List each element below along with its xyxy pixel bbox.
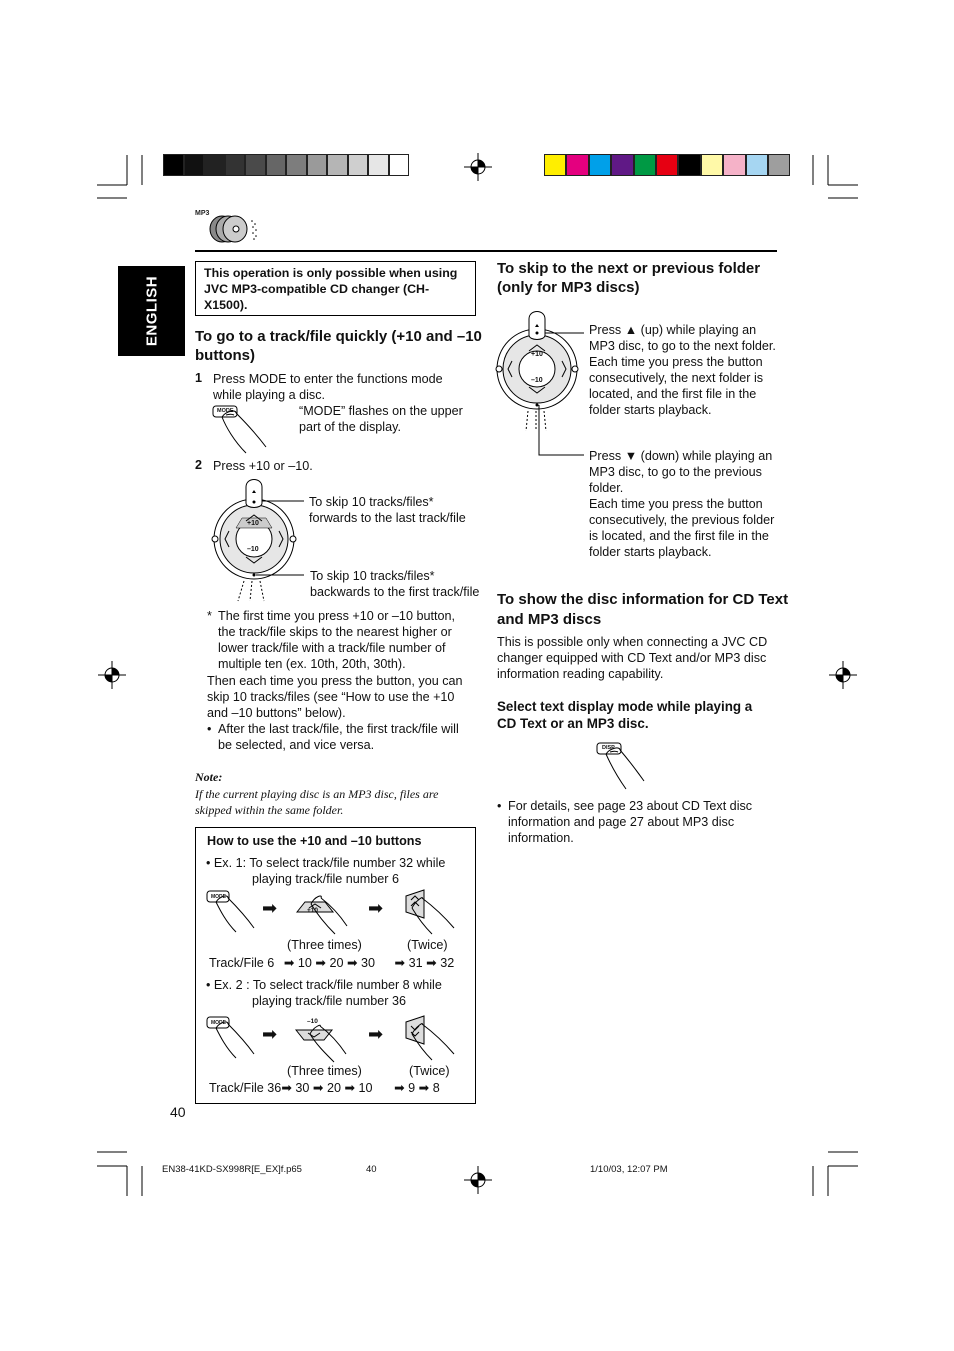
step1-line1: Press MODE to enter the functions mode	[213, 372, 443, 386]
ex2-seq-arrow: ➡	[344, 1081, 356, 1095]
select-mode-line2: CD Text or an MP3 disc.	[497, 716, 649, 731]
calibration-swatch	[348, 154, 369, 176]
ex2-down-press-icon	[402, 1014, 460, 1062]
howto-ex2-line2: playing track/file number 36	[252, 994, 407, 1008]
ex2-seq-b: 30	[295, 1081, 310, 1095]
down-text-line1: Press ▼ (down) while playing an	[589, 449, 773, 463]
calibration-swatch	[589, 154, 611, 176]
calibration-swatch	[678, 154, 700, 176]
after-line1: After the last track/file, the first track/file will	[218, 722, 459, 736]
ex1-seq-arrow: ➡	[315, 956, 326, 970]
after-line2: be selected, and vice versa.	[218, 738, 375, 752]
header-rule	[195, 250, 777, 252]
notice-text: This operation is only possible when using JVC MP3-compatible CD changer (CH-X1500).	[204, 266, 458, 312]
details-line3: information.	[508, 831, 574, 845]
details-line2: information and page 27 about MP3 disc	[508, 815, 735, 829]
ex1-twice: (Twice)	[407, 938, 448, 952]
registration-mark-left	[98, 661, 126, 689]
ex2-seq-arrow: ➡	[394, 1081, 405, 1095]
step2-number: 2	[195, 458, 203, 472]
english-tab-label: ENGLISH	[143, 275, 160, 347]
folder-pad-plus10-label: +10	[531, 351, 543, 358]
up-text-line3: Each time you press the button	[589, 355, 763, 369]
ex1-seq-c: 20	[329, 956, 344, 970]
footer-file-name: EN38-41KD-SX998R[E_EX]f.p65	[162, 1164, 302, 1175]
footer-timestamp: 1/10/03, 12:07 PM	[590, 1164, 668, 1175]
plus10-label: +10	[247, 520, 259, 527]
ex2-seq-c: 20	[326, 1081, 341, 1095]
after-bullet: •	[207, 722, 212, 736]
then-line1: Then each time you press the button, you can	[207, 674, 463, 688]
then-line2: skip 10 tracks/files (see “How to use the +10	[207, 690, 455, 704]
ex2-three-times: (Three times)	[287, 1064, 362, 1078]
ex2-seq-arrow: ➡	[418, 1081, 430, 1095]
folder-pad-minus10-label: –10	[531, 377, 543, 384]
calibration-swatch	[163, 154, 184, 176]
select-mode-line1: Select text display mode while playing a	[497, 699, 753, 714]
section3-title-line2: and MP3 discs	[497, 611, 602, 628]
ex2-sequence	[209, 1080, 440, 1096]
note-line1: If the current playing disc is an MP3 disc, files are	[195, 787, 439, 801]
mp3-icon-label: MP3	[195, 210, 210, 217]
ex1-plus10-label: +10	[307, 907, 319, 914]
calibration-swatch	[286, 154, 307, 176]
registration-mark-bottom	[464, 1166, 492, 1194]
callout-backward-line2: backwards to the first track/file	[310, 585, 480, 599]
down-text-line7: folder starts playback.	[589, 545, 712, 559]
calibration-swatch	[656, 154, 678, 176]
section1-title-line1: To go to a track/file quickly (+10 and –10	[195, 328, 482, 345]
page-number: 40	[170, 1104, 186, 1120]
calibration-swatch	[768, 154, 790, 176]
notice-box	[195, 261, 476, 316]
minus10-label: –10	[247, 546, 259, 553]
callout-forward-line2: forwards to the last track/file	[309, 511, 466, 525]
calibration-swatch	[701, 154, 723, 176]
ex1-seq-arrow: ➡	[283, 956, 295, 970]
calibration-swatch	[245, 154, 266, 176]
details-line1: For details, see page 23 about CD Text disc	[508, 799, 753, 813]
calibration-swatch	[611, 154, 633, 176]
ex1-seq-f: 32	[440, 956, 455, 970]
control-pad-plus-minus-10	[208, 473, 308, 603]
ex1-seq-arrow: ➡	[346, 956, 358, 970]
callout-backward-line1: To skip 10 tracks/files*	[310, 569, 435, 583]
step1-number: 1	[195, 371, 203, 385]
down-text-line5: consecutively, the previous folder	[589, 513, 775, 527]
ex2-seq-d: 10	[358, 1081, 373, 1095]
calibration-swatch	[723, 154, 745, 176]
down-text-line6: is located, and the first file in the	[589, 529, 769, 543]
ex1-up-press-icon	[402, 888, 460, 936]
down-text-line3: folder.	[589, 481, 624, 495]
footer-file-page: 40	[366, 1164, 377, 1175]
step1-note-line1: “MODE” flashes on the upper	[299, 404, 463, 418]
section3-title-line1: To show the disc information for CD Text	[497, 591, 789, 608]
calibration-swatch	[225, 154, 246, 176]
ex2-minus10-label: –10	[307, 1018, 318, 1025]
color-calibration-bar	[544, 154, 790, 176]
howto-ex1-line2: playing track/file number 6	[252, 872, 399, 886]
grayscale-calibration-bar	[163, 154, 409, 176]
section1-title-line2: buttons)	[195, 347, 255, 364]
section2-title-line2: (only for MP3 discs)	[497, 279, 640, 296]
calibration-swatch	[634, 154, 656, 176]
calibration-swatch	[266, 154, 287, 176]
ex2-arrow-2: ➡	[368, 1024, 384, 1044]
ex1-seq-arrow: ➡	[394, 956, 406, 970]
ex1-arrow-1: ➡	[262, 898, 278, 918]
ex2-seq-arrow: ➡	[281, 1081, 292, 1095]
ex2-seq-arrow: ➡	[312, 1081, 324, 1095]
calibration-swatch	[389, 154, 410, 176]
calibration-swatch	[184, 154, 205, 176]
ex1-mode-label: MODE	[211, 894, 226, 900]
section3-line3: information reading capability.	[497, 667, 664, 681]
up-text-line5: located, and the first file in the	[589, 387, 757, 401]
howto-title: How to use the +10 and –10 buttons	[207, 834, 422, 848]
calibration-swatch	[307, 154, 328, 176]
ex1-sequence	[209, 955, 454, 971]
ex1-seq-a: Track/File 6	[209, 956, 275, 970]
ex2-seq-f: 8	[432, 1081, 440, 1095]
down-text-line2: MP3 disc, to go to the previous	[589, 465, 762, 479]
ex2-minus10-press-icon	[294, 1016, 358, 1062]
details-bullet: •	[497, 799, 502, 813]
mode-key-label: MODE	[217, 408, 234, 414]
step1-note-line2: part of the display.	[299, 420, 401, 434]
footnote-mark: *	[207, 609, 212, 623]
ex2-twice: (Twice)	[409, 1064, 450, 1078]
then-line3: and –10 buttons” below).	[207, 706, 346, 720]
footnote-line4: multiple ten (ex. 10th, 20th, 30th).	[218, 657, 406, 671]
step1-line2: while playing a disc.	[213, 388, 326, 402]
registration-mark-top	[464, 153, 492, 181]
up-text-line2: MP3 disc, to go to the next folder.	[589, 339, 776, 353]
ex2-arrow-1: ➡	[262, 1024, 278, 1044]
calibration-swatch	[368, 154, 389, 176]
calibration-swatch	[204, 154, 225, 176]
up-text-line6: folder starts playback.	[589, 403, 712, 417]
disp-key-label: DISP	[602, 745, 615, 751]
section3-line1: This is possible only when connecting a JVC CD	[497, 635, 768, 649]
calibration-swatch	[746, 154, 768, 176]
howto-ex1-line1: • Ex. 1: To select track/file number 32 while	[206, 856, 446, 870]
footnote-line1: The first time you press +10 or –10 button,	[218, 609, 455, 623]
ex1-seq-b: 10	[297, 956, 312, 970]
ex2-seq-e: 9	[408, 1081, 416, 1095]
up-text-line4: consecutively, the next folder is	[589, 371, 764, 385]
up-text-line1: Press ▲ (up) while playing an	[589, 323, 757, 337]
howto-ex2-line1: • Ex. 2 : To select track/file number 8 while	[206, 978, 442, 992]
note-line2: skipped within the same folder.	[195, 803, 344, 817]
callout-forward-line1: To skip 10 tracks/files*	[309, 495, 434, 509]
ex1-plus10-press-icon	[295, 892, 359, 936]
ex2-seq-a: Track/File 36	[209, 1081, 282, 1095]
calibration-swatch	[327, 154, 348, 176]
english-side-tab	[118, 266, 185, 356]
ex1-seq-e: 31	[408, 956, 423, 970]
ex1-seq-arrow: ➡	[426, 956, 437, 970]
mp3-disc-icon	[208, 213, 264, 245]
section2-title-line1: To skip to the next or previous folder	[497, 260, 761, 277]
ex1-seq-d: 30	[361, 956, 376, 970]
calibration-swatch	[544, 154, 566, 176]
ex2-mode-label: MODE	[211, 1020, 226, 1026]
ex1-arrow-2: ➡	[368, 898, 384, 918]
note-title: Note:	[195, 770, 223, 784]
footnote-line3: lower track/file with a track/file number of	[218, 641, 446, 655]
section3-line2: changer equipped with CD Text and/or MP3 disc	[497, 651, 767, 665]
step2-text: Press +10 or –10.	[213, 459, 313, 473]
footnote-line2: the track/file skips to the nearest higher or	[218, 625, 452, 639]
down-text-line4: Each time you press the button	[589, 497, 763, 511]
registration-mark-right	[829, 661, 857, 689]
ex1-three-times: (Three times)	[287, 938, 362, 952]
calibration-swatch	[566, 154, 588, 176]
